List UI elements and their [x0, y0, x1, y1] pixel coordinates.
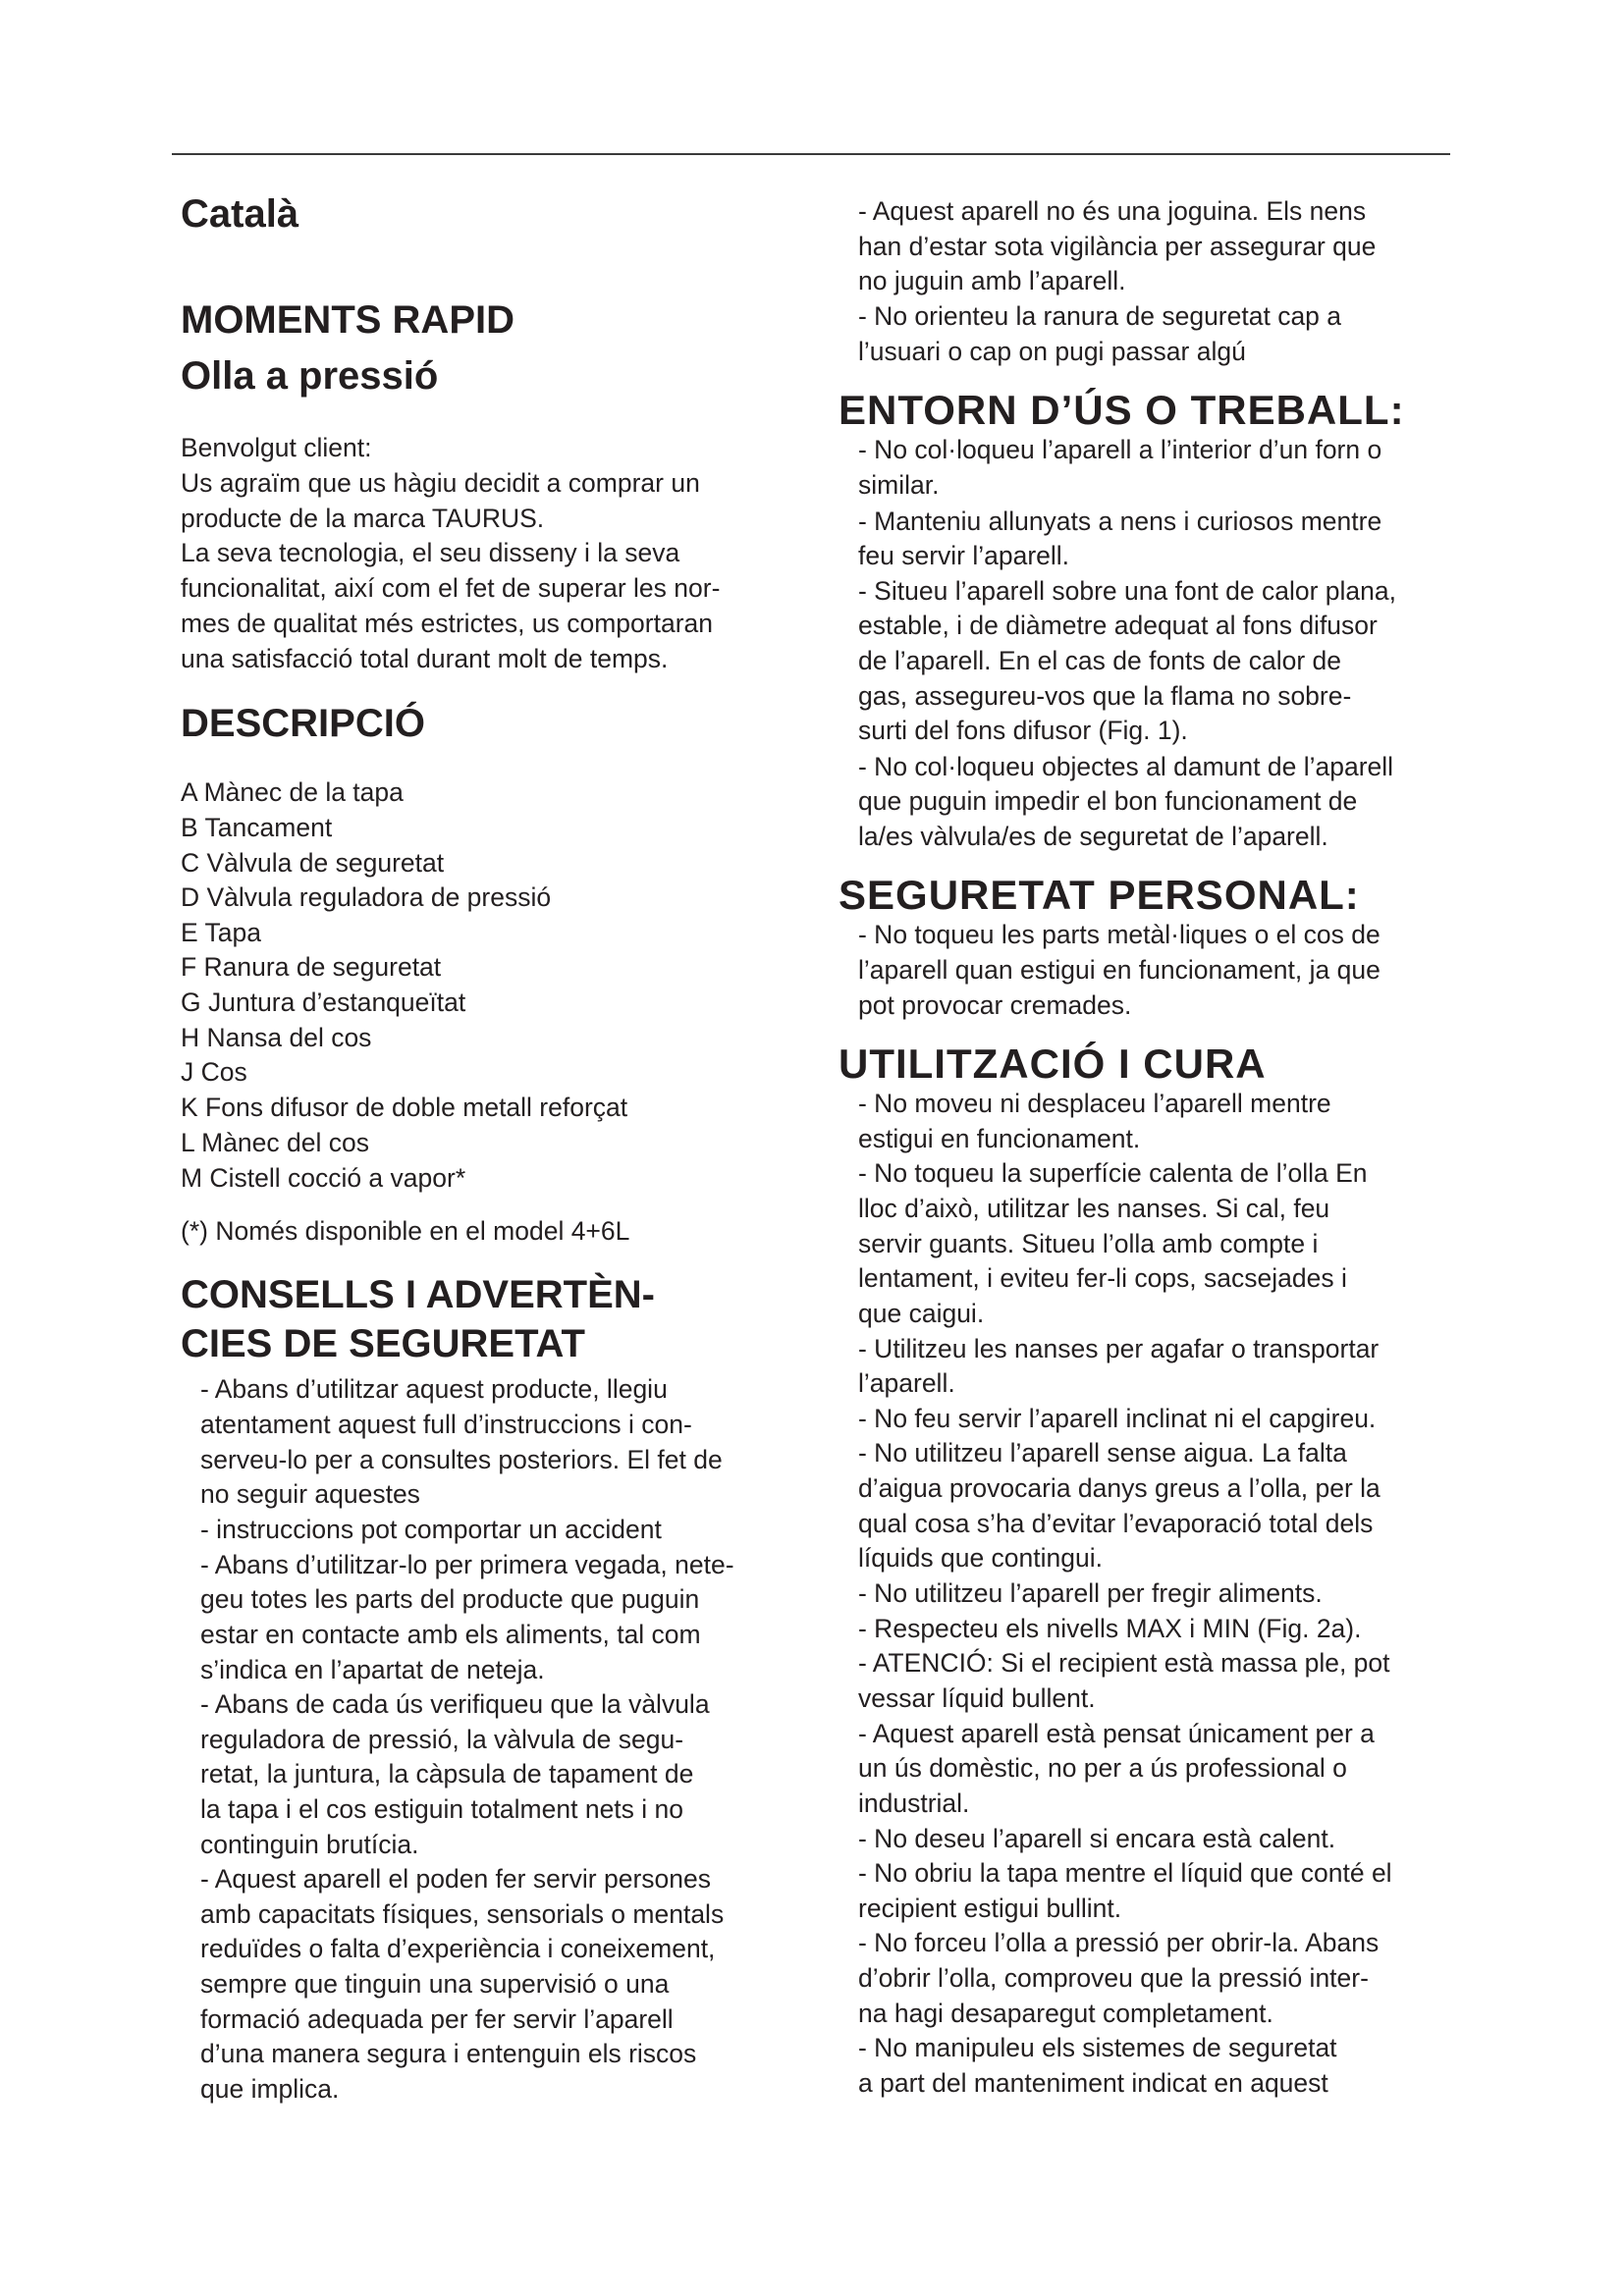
safety-line: - Abans d’utilitzar aquest producte, llegiu — [200, 1374, 668, 1404]
environment-line: estable, i de diàmetre adequat al fons difusor — [858, 611, 1378, 640]
safety-line: geu totes les parts del producte que puguin — [200, 1584, 700, 1614]
safety-line: reguladora de pressió, la vàlvula de segu- — [200, 1725, 684, 1754]
personal-safety-line: pot provocar cremades. — [858, 990, 1132, 1020]
use-care-line: vessar líquid bullent. — [858, 1683, 1096, 1713]
use-care-line: na hagi desaparegut completament. — [858, 1999, 1273, 2028]
use-care-line: - No deseu l’aparell si encara està calent. — [858, 1824, 1336, 1853]
safety-line: - instruccions pot comportar un accident — [200, 1515, 662, 1544]
safety-line: formació adequada per fer servir l’aparell — [200, 2004, 674, 2034]
part-item: F Ranura de seguretat — [181, 952, 442, 982]
use-care-line: lentament, i eviteu fer-li cops, sacsejades i — [858, 1263, 1347, 1293]
use-care-line: servir guants. Situeu l’olla amb compte i — [858, 1229, 1319, 1258]
intro-line: mes de qualitat més estrictes, us comportaran — [181, 609, 714, 638]
part-item: J Cos — [181, 1057, 247, 1087]
safety-line: la tapa i el cos estiguin totalment nets i no — [200, 1794, 684, 1824]
safety-heading: CONSELLS I ADVERTÈN- — [181, 1273, 655, 1316]
part-item: L Mànec del cos — [181, 1128, 369, 1157]
safety-line: reduïdes o falta d’experiència i coneixement, — [200, 1934, 716, 1963]
environment-line: - Manteniu allunyats a nens i curiosos mentre — [858, 507, 1382, 536]
environment-line: feu servir l’aparell. — [858, 541, 1070, 570]
language-title: Català — [181, 192, 299, 236]
intro-line: producte de la marca TAURUS. — [181, 504, 545, 533]
use-care-line: - No forceu l’olla a pressió per obrir-la. Abans — [858, 1928, 1380, 1957]
safety-line: que implica. — [200, 2074, 340, 2104]
safety-line: sempre que tinguin una supervisió o una — [200, 1969, 670, 1999]
use-care-line: - No toqueu la superfície calenta de l’olla En — [858, 1158, 1368, 1188]
use-care-line: a part del manteniment indicat en aquest — [858, 2068, 1328, 2098]
use-care-line: - No utilitzeu l’aparell sense aigua. La falta — [858, 1438, 1347, 1468]
intro-line: una satisfacció total durant molt de temps. — [181, 644, 669, 673]
personal-safety-heading: SEGURETAT PERSONAL: — [839, 872, 1360, 918]
safety-line: - Abans d’utilitzar-lo per primera vegada, nete- — [200, 1550, 734, 1579]
safety-heading: CIES DE SEGURETAT — [181, 1322, 585, 1365]
safety-line: d’una manera segura i entenguin els riscos — [200, 2039, 697, 2068]
use-care-heading: UTILITZACIÓ I CURA — [839, 1041, 1267, 1087]
part-item: H Nansa del cos — [181, 1023, 372, 1052]
description-heading: DESCRIPCIÓ — [181, 702, 425, 745]
intro-line: funcionalitat, així com el fet de superar les nor- — [181, 573, 721, 603]
use-care-line: que caigui. — [858, 1299, 985, 1328]
use-care-line: - No manipuleu els sistemes de seguretat — [858, 2033, 1337, 2062]
safety-line: no seguir aquestes — [200, 1479, 420, 1509]
environment-line: similar. — [858, 470, 940, 500]
use-care-line: estigui en funcionament. — [858, 1124, 1141, 1153]
environment-line: gas, assegureu-vos que la flama no sobre- — [858, 681, 1352, 711]
use-care-line: - No utilitzeu l’aparell per fregir aliments. — [858, 1578, 1323, 1608]
use-care-line: - Respecteu els nivells MAX i MIN (Fig. 2a). — [858, 1614, 1362, 1643]
product-name: MOMENTS RAPID — [181, 298, 514, 342]
safety-line: amb capacitats físiques, sensorials o mentals — [200, 1899, 725, 1929]
safety-line: serveu-lo per a consultes posteriors. El fet de — [200, 1445, 723, 1474]
intro-line: La seva tecnologia, el seu disseny i la seva — [181, 538, 680, 567]
use-care-line: d’aigua provocaria danys greus a l’olla, per la — [858, 1473, 1380, 1503]
use-care-line: - Utilitzeu les nanses per agafar o transportar — [858, 1334, 1380, 1363]
environment-line: - No col·loqueu l’aparell a l’interior d’un forn o — [858, 435, 1382, 464]
warning-line: no juguin amb l’aparell. — [858, 266, 1126, 295]
safety-line: - Abans de cada ús verifiqueu que la vàlvula — [200, 1689, 710, 1719]
safety-line: estar en contacte amb els aliments, tal com — [200, 1620, 701, 1649]
environment-line: surti del fons difusor (Fig. 1). — [858, 716, 1188, 745]
warning-line: l’usuari o cap on pugi passar algú — [858, 337, 1246, 366]
intro-line: Benvolgut client: — [181, 433, 372, 462]
use-care-line: un ús domèstic, no per a ús professional o — [858, 1753, 1347, 1783]
use-care-line: - ATENCIÓ: Si el recipient està massa ple, pot — [858, 1648, 1390, 1678]
use-care-line: qual cosa s’ha d’evitar l’evaporació total dels — [858, 1509, 1374, 1538]
use-care-line: líquids que contingui. — [858, 1543, 1103, 1573]
environment-heading: ENTORN D’ÚS O TREBALL: — [839, 387, 1405, 433]
use-care-line: lloc d’això, utilitzar les nanses. Si cal, feu — [858, 1194, 1330, 1223]
environment-line: que puguin impedir el bon funcionament de — [858, 786, 1358, 816]
safety-line: continguin brutícia. — [200, 1830, 419, 1859]
safety-line: s’indica en l’apartat de neteja. — [200, 1655, 545, 1684]
safety-line: - Aquest aparell el poden fer servir persones — [200, 1864, 711, 1894]
part-item: C Vàlvula de seguretat — [181, 848, 445, 878]
warning-line: - Aquest aparell no és una joguina. Els nens — [858, 196, 1367, 226]
part-item: M Cistell cocció a vapor* — [181, 1163, 466, 1193]
part-item: B Tancament — [181, 813, 333, 842]
use-care-line: - No moveu ni desplaceu l’aparell mentre — [858, 1089, 1331, 1118]
use-care-line: industrial. — [858, 1789, 970, 1818]
warning-line: han d’estar sota vigilància per assegurar que — [858, 232, 1377, 261]
warning-line: - No orienteu la ranura de seguretat cap a — [858, 301, 1342, 331]
part-item: K Fons difusor de doble metall reforçat — [181, 1093, 628, 1122]
environment-line: la/es vàlvula/es de seguretat de l’aparell. — [858, 822, 1328, 851]
environment-line: de l’aparell. En el cas de fonts de calor de — [858, 646, 1342, 675]
use-care-line: d’obrir l’olla, comproveu que la pressió inter- — [858, 1963, 1369, 1993]
use-care-line: - No feu servir l’aparell inclinat ni el capgireu. — [858, 1404, 1377, 1433]
part-item: D Vàlvula reguladora de pressió — [181, 882, 552, 912]
intro-line: Us agraïm que us hàgiu decidit a comprar un — [181, 468, 700, 498]
environment-line: - Situeu l’aparell sobre una font de calor plana, — [858, 576, 1397, 606]
part-item: A Mànec de la tapa — [181, 777, 404, 807]
use-care-line: - No obriu la tapa mentre el líquid que conté el — [858, 1858, 1392, 1888]
personal-safety-line: l’aparell quan estigui en funcionament, ja que — [858, 955, 1380, 985]
use-care-line: recipient estigui bullint. — [858, 1894, 1122, 1923]
personal-safety-line: - No toqueu les parts metàl·liques o el cos de — [858, 920, 1380, 949]
safety-line: retat, la juntura, la càpsula de tapament de — [200, 1759, 694, 1789]
environment-line: - No col·loqueu objectes al damunt de l’aparell — [858, 752, 1394, 781]
top-rule — [172, 153, 1450, 155]
part-item: E Tapa — [181, 918, 262, 947]
product-type: Olla a pressió — [181, 354, 439, 398]
safety-line: atentament aquest full d’instruccions i con- — [200, 1410, 692, 1439]
use-care-line: l’aparell. — [858, 1368, 955, 1398]
part-item: G Juntura d’estanqueïtat — [181, 988, 466, 1017]
use-care-line: - Aquest aparell està pensat únicament per a — [858, 1719, 1375, 1748]
footnote: (*) Només disponible en el model 4+6L — [181, 1216, 630, 1246]
